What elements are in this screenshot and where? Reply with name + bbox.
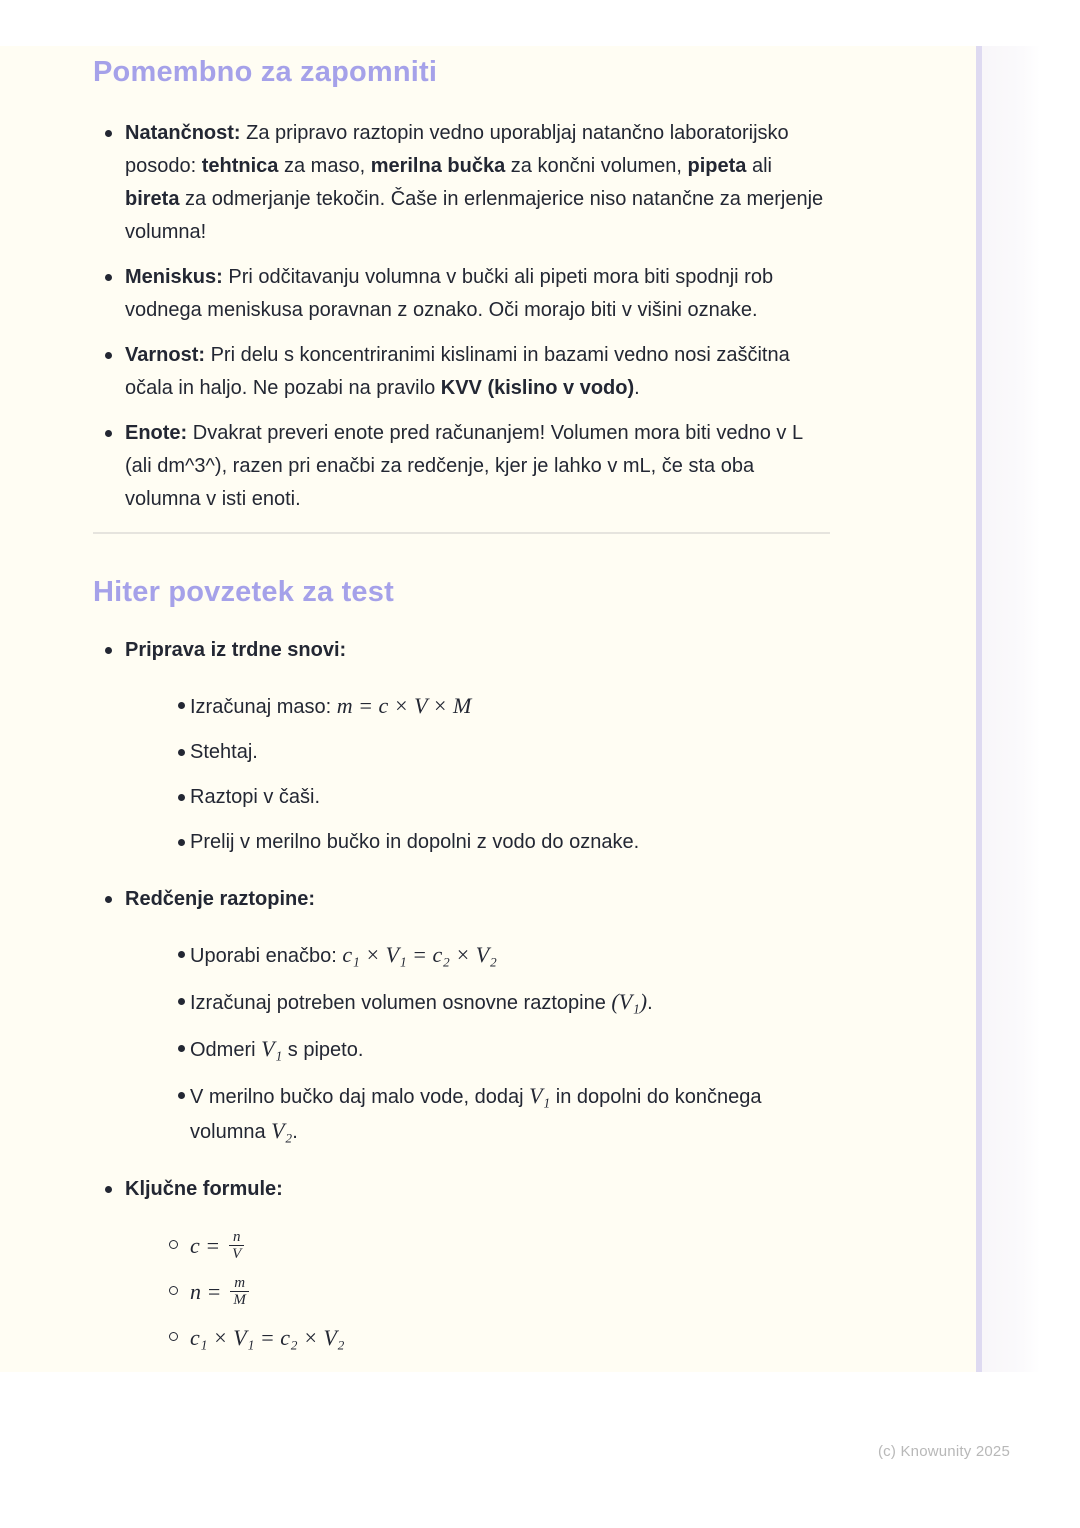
section-title-summary: Hiter povzetek za test (93, 576, 394, 608)
group-heading: Priprava iz trdne snovi: (125, 639, 347, 661)
section-title-important: Pomembno za zapomniti (93, 56, 438, 88)
step-text: Prelij v merilno bučko in dopolni z vodo do oznake. (190, 831, 640, 853)
bullet-icon (93, 117, 125, 137)
list-item-text: Varnost: Pri delu s koncentriranimi kislinami in bazami vedno nosi zaščitna očala in haljo. Ne pozabi na pravilo KVV (kislino v vodo). (125, 344, 790, 399)
bullet-icon (171, 736, 190, 756)
group-formule (93, 1173, 830, 1366)
group-priprava (93, 634, 830, 871)
steps-list (171, 938, 830, 1149)
formula-text (190, 1274, 249, 1308)
list-item-natancnost (93, 117, 830, 249)
bullet-icon (93, 417, 125, 437)
step-text: Odmeri V₁ s pipeto. (190, 1036, 364, 1061)
circle-bullet-icon (163, 1228, 190, 1249)
term-bold: pipeta (687, 155, 747, 177)
group-heading: Ključne formule: (125, 1178, 283, 1200)
term-bold: Enote: (125, 422, 188, 444)
bullet-icon (171, 1079, 190, 1099)
step-text: Uporabi enačbo: c₁ × V₁ = c₂ × V₂ (190, 942, 497, 967)
bullet-icon (93, 261, 125, 281)
step-item (171, 938, 830, 973)
formula-item (163, 1320, 345, 1354)
term-bold: bireta (125, 188, 180, 210)
step-item (171, 781, 639, 814)
step-text: V merilno bučko daj malo vode, dodaj V₁ in dopolni do končnega volumna V₂. (190, 1083, 762, 1143)
bullet-icon (171, 938, 190, 958)
note-card (0, 46, 976, 1372)
bullet-icon (93, 883, 125, 903)
math-expression: V₁ (529, 1083, 551, 1108)
bullet-icon (93, 634, 125, 654)
copyright-notice: (c) Knowunity 2025 (877, 1443, 1010, 1460)
math-expression: n = (190, 1278, 222, 1304)
step-text: Izračunaj maso: m = c × V × M (190, 693, 472, 718)
fraction: $\frac{m}{M}$ (230, 1275, 249, 1308)
step-text: Stehtaj. (190, 741, 258, 763)
list-item-meniskus (93, 261, 830, 327)
summary-list (93, 634, 830, 1366)
math-expression: c₁ × V₁ = c₂ × V₂ (190, 1324, 345, 1350)
step-item (171, 736, 639, 769)
term-bold: tehtnica (201, 155, 279, 177)
formula-text (190, 1320, 345, 1354)
group-content (125, 1173, 345, 1366)
step-item (171, 1079, 830, 1149)
math-expression: m = c × V × M (336, 693, 472, 718)
list-item-varnost (93, 339, 830, 405)
note-content (93, 54, 830, 1366)
formulas-list (163, 1228, 345, 1354)
formula-text (190, 1228, 244, 1262)
divider (93, 532, 830, 534)
group-content (125, 883, 830, 1161)
step-item (171, 826, 639, 859)
bullet-icon (171, 985, 190, 1005)
math-expression: (V₁) (611, 989, 648, 1014)
term-bold: Varnost: (125, 344, 206, 366)
bullet-icon (93, 339, 125, 359)
bullet-icon (171, 826, 190, 846)
list-item-enote (93, 417, 830, 516)
term-bold: merilna bučka (370, 155, 506, 177)
bullet-icon (171, 1032, 190, 1052)
math-expression: c₁ × V₁ = c₂ × V₂ (342, 942, 497, 967)
math-expression: V₁ (261, 1036, 283, 1061)
group-content (125, 634, 639, 871)
list-item-text: Enote: Dvakrat preveri enote pred računanjem! Volumen mora biti vedno v L (ali dm^3^), razen pri enačbi za redčenje, kjer je lahko v mL, če sta oba volumna v isti enoti. (125, 422, 803, 510)
page-edge-shade (982, 46, 1040, 1372)
important-list (93, 117, 830, 516)
list-item-text: Natančnost: Za pripravo raztopin vedno uporabljaj natančno laboratorijsko posodo: tehtnica za maso, merilna bučka za končni volumen, pipeta ali bireta za odmerjanje tekočin. Čaše in erlenmajerice niso natančne za merjenje volumna! (125, 122, 824, 243)
list-item-text: Meniskus: Pri odčitavanju volumna v bučki ali pipeti mora biti spodnji rob vodnega meniskusa poravnan z oznako. Oči morajo biti v višini oznake. (125, 266, 774, 321)
circle-bullet-icon (163, 1320, 190, 1341)
formula-item (163, 1228, 345, 1262)
step-item (171, 1032, 830, 1067)
bullet-icon (171, 689, 190, 709)
formula-item (163, 1274, 345, 1308)
term-bold: KVV (kislino v vodo) (440, 377, 635, 399)
circle-bullet-icon (163, 1274, 190, 1295)
math-expression: V₂ (271, 1118, 293, 1143)
fraction: $\frac{n}{V}$ (229, 1229, 244, 1262)
math-expression: c = (190, 1232, 221, 1258)
bullet-icon (171, 781, 190, 801)
step-text: Raztopi v čaši. (190, 786, 321, 808)
step-item (171, 689, 639, 724)
group-redcenje (93, 883, 830, 1161)
term-bold: Natančnost: (125, 122, 241, 144)
group-heading: Redčenje raztopine: (125, 888, 316, 910)
step-text: Izračunaj potreben volumen osnovne raztopine (V₁). (190, 989, 653, 1014)
bullet-icon (93, 1173, 125, 1193)
steps-list (171, 689, 639, 859)
step-item (171, 985, 830, 1020)
term-bold: Meniskus: (125, 266, 223, 288)
